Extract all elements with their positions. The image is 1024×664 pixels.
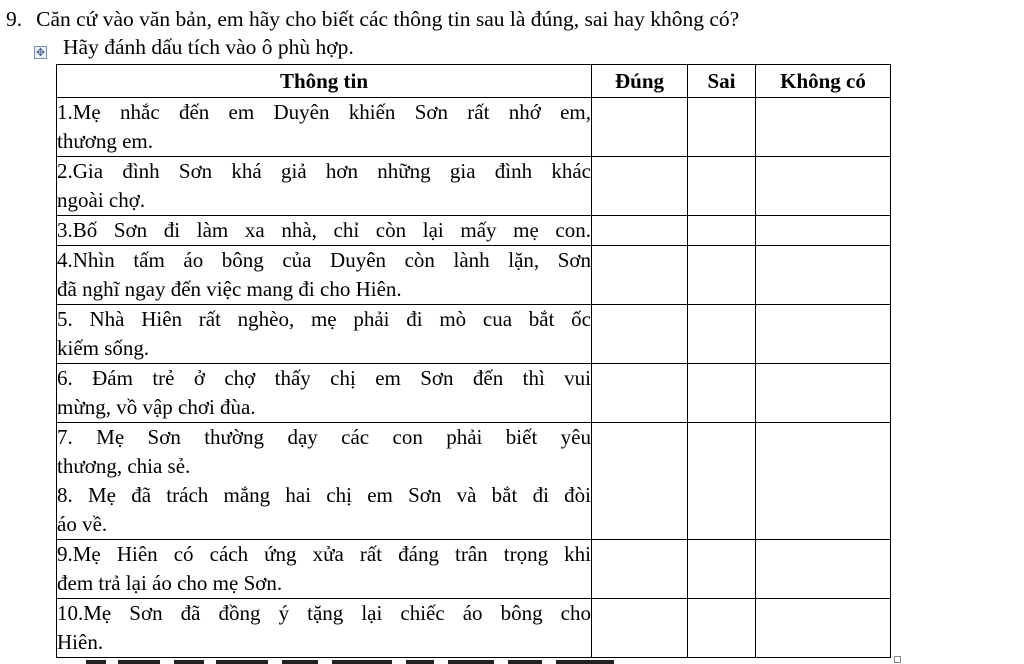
table-header-row [57,65,891,98]
table-resize-handle-icon[interactable] [894,656,901,663]
table-row [57,246,891,305]
table-row [57,98,891,157]
answer-cell-dung[interactable] [592,216,688,246]
statement-cell [57,540,592,599]
statement-line: 7. Mẹ Sơn thường dạy các con phải biết yêu [57,425,591,449]
statement-cell [57,216,592,246]
statement-line: 1.Mẹ nhắc đến em Duyên khiến Sơn rất nhớ em, [57,100,591,124]
answer-cell-dung[interactable] [592,364,688,423]
cut-off-next-line [56,655,895,664]
statement-line: 3.Bố Sơn đi làm xa nhà, chỉ còn lại mấy mẹ con. [57,218,591,242]
statement-line: 10.Mẹ Sơn đã đồng ý tặng lại chiếc áo bông cho [57,601,591,625]
statement-line: 4.Nhìn tấm áo bông của Duyên còn lành lặn, Sơn [57,248,591,272]
statement-line: đem trả lại áo cho mẹ Sơn. [57,571,283,595]
answer-cell-dung[interactable] [592,98,688,157]
answer-cell-khong-co[interactable] [756,98,891,157]
answer-cell-sai[interactable] [688,246,756,305]
table-row [57,305,891,364]
answer-cell-dung[interactable] [592,423,688,540]
statement-cell [57,364,592,423]
statement-line: 5. Nhà Hiên rất nghèo, mẹ phải đi mò cua bắt ốc [57,307,591,331]
header-info: Thông tin [57,65,592,98]
answer-cell-dung[interactable] [592,540,688,599]
statement-line: 2.Gia đình Sơn khá giả hơn những gia đình khác [57,159,591,183]
header-khong-co: Không có [756,65,891,98]
statement-line: 9.Mẹ Hiên có cách ứng xửa rất đáng trân trọng khi [57,542,591,566]
statement-line: 8. Mẹ đã trách mắng hai chị em Sơn và bắt đi đòi [57,483,591,507]
instruction-text: Hãy đánh dấu tích vào ô phù hợp. [63,35,354,59]
statement-cell [57,599,592,658]
table-row [57,157,891,216]
header-sai: Sai [688,65,756,98]
answer-cell-sai[interactable] [688,423,756,540]
table-move-handle-icon[interactable]: ✥ [35,46,46,59]
header-dung: Đúng [592,65,688,98]
statement-line: áo về. [57,512,108,536]
answer-cell-khong-co[interactable] [756,246,891,305]
statement-line: 6. Đám trẻ ở chợ thấy chị em Sơn đến thì vui [57,366,591,390]
statement-line: thương, chia sẻ. [57,454,191,478]
table-row [57,599,891,658]
question-number: 9. [6,7,23,31]
statement-cell [57,98,592,157]
answer-cell-sai[interactable] [688,364,756,423]
answer-cell-khong-co[interactable] [756,157,891,216]
answer-table [56,64,891,658]
answer-cell-dung[interactable] [592,246,688,305]
statement-cell [57,423,592,540]
answer-cell-sai[interactable] [688,98,756,157]
statement-line: ngoài chợ. [57,188,146,212]
answer-cell-khong-co[interactable] [756,364,891,423]
question-line [6,6,739,32]
answer-cell-sai[interactable] [688,305,756,364]
answer-cell-sai[interactable] [688,599,756,658]
statement-line: thương em. [57,129,153,153]
answer-cell-dung[interactable] [592,599,688,658]
statement-cell [57,157,592,216]
statement-cell [57,246,592,305]
answer-cell-khong-co[interactable] [756,305,891,364]
answer-cell-khong-co[interactable] [756,540,891,599]
table-row [57,364,891,423]
answer-cell-sai[interactable] [688,216,756,246]
answer-cell-khong-co[interactable] [756,599,891,658]
table-row [57,540,891,599]
statement-line: kiếm sống. [57,336,150,360]
statement-line: đã nghĩ ngay đến việc mang đi cho Hiên. [57,277,402,301]
answer-cell-sai[interactable] [688,540,756,599]
answer-cell-khong-co[interactable] [756,423,891,540]
answer-cell-dung[interactable] [592,157,688,216]
statement-line: Hiên. [57,630,104,654]
statement-line: mừng, vồ vập chơi đùa. [57,395,256,419]
answer-cell-dung[interactable] [592,305,688,364]
table-row [57,216,891,246]
answer-cell-khong-co[interactable] [756,216,891,246]
question-text: Căn cứ vào văn bản, em hãy cho biết các thông tin sau là đúng, sai hay không có? [36,7,740,31]
statement-cell [57,305,592,364]
answer-cell-sai[interactable] [688,157,756,216]
table-row [57,423,891,540]
